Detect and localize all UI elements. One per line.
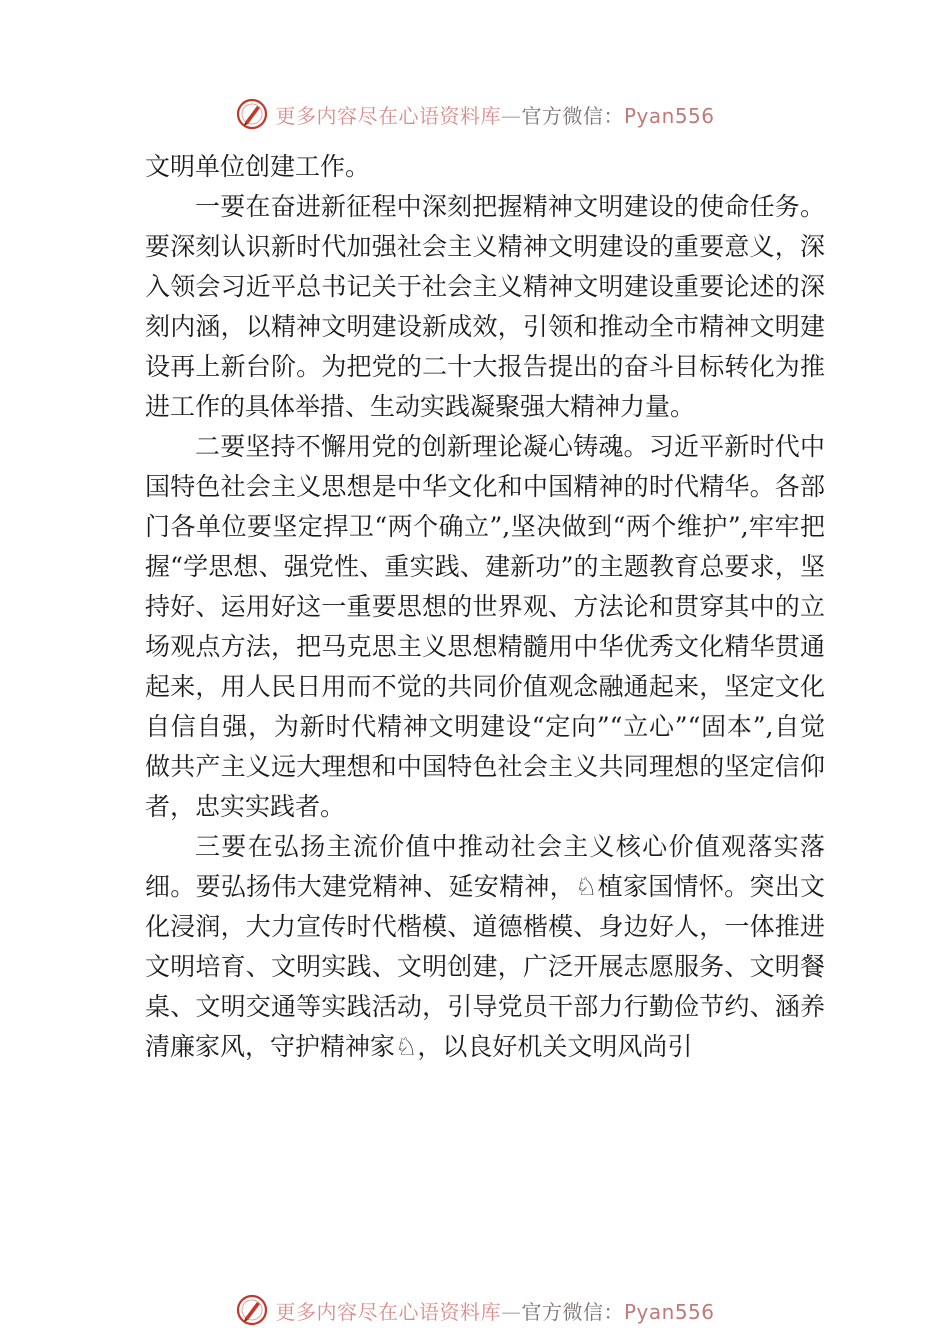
watermark-id: Pyan556 [623,1299,715,1324]
watermark-dash: — [500,1299,522,1324]
header-watermark [0,94,950,134]
watermark-main: 更多内容尽在心语资料库 [275,1299,501,1324]
watermark-sub: 官方微信： [521,103,624,128]
watermark-id: Pyan556 [623,103,715,128]
watermark-sub: 官方微信： [521,1299,624,1324]
watermark-text [275,100,714,129]
watermark-dash: — [500,103,522,128]
watermark-text [275,1296,714,1325]
pen-in-circle-icon [235,97,269,131]
paragraph-point-three: 三要在弘扬主流价值中推动社会主义核心价值观落实落细。要弘扬伟大建党精神、延安精神，♘植家国情怀。突出文化浸润，大力宣传时代楷模、道德楷模、身边好人，一体推进文明培育、文明实践、文明创建，广泛开展志愿服务、文明餐桌、文明交通等实践活动，引导党员干部力行勤俭节约、涵养清廉家风，守护精神家♘，以良好机关文明风尚引 [145,832,825,1061]
watermark-main: 更多内容尽在心语资料库 [275,103,501,128]
footer-watermark [0,1290,950,1330]
pen-in-circle-icon [235,1293,269,1327]
document-body [145,147,825,1067]
paragraph-continuation: 文明单位创建工作。 [145,152,371,181]
paragraph-point-one: 一要在奋进新征程中深刻把握精神文明建设的使命任务。要深刻认识新时代加强社会主义精神文明建设的重要意义，深入领会习近平总书记关于社会主义精神文明建设重要论述的深刻内涵，以精神文明建设新成效，引领和推动全市精神文明建设再上新台阶。为把党的二十大报告提出的奋斗目标转化为推进工作的具体举措、生动实践凝聚强大精神力量。 [145,192,825,421]
paragraph-point-two: 二要坚持不懈用党的创新理论凝心铸魂。习近平新时代中国特色社会主义思想是中华文化和中国精神的时代精华。各部门各单位要坚定捍卫“两个确立”,坚决做到“两个维护”,牢牢把握“学思想、强党性、重实践、建新功”的主题教育总要求，坚持好、运用好这一重要思想的世界观、方法论和贯穿其中的立场观点方法，把马克思主义思想精髓用中华优秀文化精华贯通起来，用人民日用而不觉的共同价值观念融通起来，坚定文化自信自强，为新时代精神文明建设“定向”“立心”“固本”,自觉做共产主义远大理想和中国特色社会主义共同理想的坚定信仰者，忠实实践者。 [145,432,825,821]
